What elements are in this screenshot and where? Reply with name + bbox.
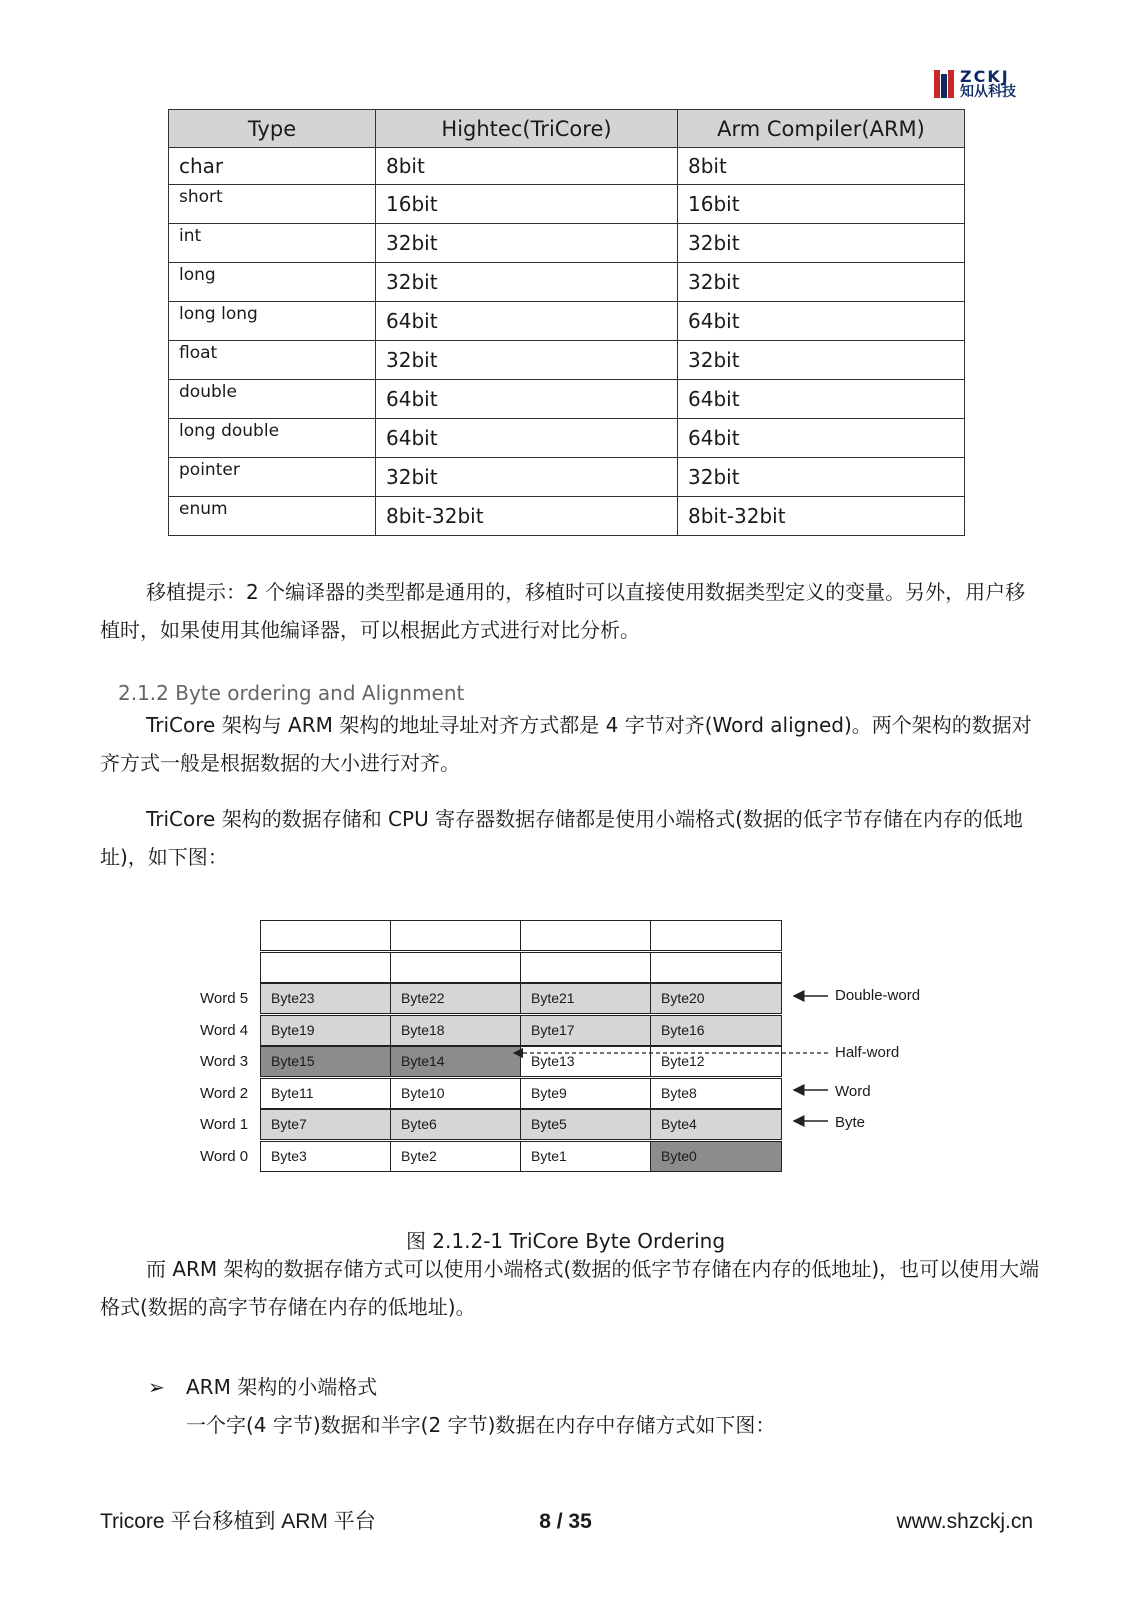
byte-cell: Byte11 — [260, 1078, 392, 1109]
hightec-size-cell: 32bit — [376, 341, 678, 380]
hightec-size-cell: 32bit — [376, 263, 678, 302]
logo-subtext: 知从科技 — [960, 84, 1016, 100]
column-header-type: Type — [169, 110, 376, 148]
type-name-cell: long — [169, 263, 376, 302]
hightec-size-cell: 64bit — [376, 419, 678, 458]
byte-cell: Byte14 — [390, 1046, 522, 1077]
arm-size-cell: 32bit — [678, 341, 965, 380]
type-name-cell: enum — [169, 497, 376, 536]
word-row-label: Word 2 — [200, 1084, 249, 1102]
hightec-size-cell: 16bit — [376, 185, 678, 224]
footer-page-number: 8 / 35 — [539, 1510, 592, 1533]
byte-cell: Byte1 — [520, 1141, 652, 1172]
arm-size-cell: 16bit — [678, 185, 965, 224]
column-header-arm: Arm Compiler(ARM) — [678, 110, 965, 148]
hightec-size-cell: 8bit-32bit — [376, 497, 678, 536]
table-row — [169, 419, 965, 458]
type-name-cell: int — [169, 224, 376, 263]
empty-cell — [520, 952, 652, 983]
byte-grid — [260, 920, 792, 1182]
bullet-description: 一个字(4 字节)数据和半字(2 字节)数据在内存中存储方式如下图： — [186, 1413, 776, 1437]
byte-cell: Byte23 — [260, 983, 392, 1014]
empty-cell — [260, 920, 392, 951]
table-row — [169, 458, 965, 497]
footer-title: Tricore 平台移植到 ARM 平台 — [100, 1510, 376, 1533]
byte-cell: Byte19 — [260, 1015, 392, 1046]
table-row — [169, 302, 965, 341]
type-name-cell: pointer — [169, 458, 376, 497]
hightec-size-cell: 64bit — [376, 302, 678, 341]
word-row-label: Word 0 — [200, 1147, 249, 1165]
arm-size-cell: 32bit — [678, 224, 965, 263]
word-row-label: Word 5 — [200, 990, 249, 1007]
type-comparison-table — [168, 109, 965, 536]
logo-text: ZCKJ — [960, 67, 1010, 86]
empty-cell — [260, 952, 392, 983]
byte-cell: Byte21 — [520, 983, 652, 1014]
company-logo — [932, 68, 1032, 102]
type-name-cell: long long — [169, 302, 376, 341]
hightec-size-cell: 32bit — [376, 224, 678, 263]
bullet-title: ARM 架构的小端格式 — [186, 1375, 378, 1399]
table-header-row — [169, 110, 965, 148]
alignment-paragraph: TriCore 架构与 ARM 架构的地址寻址对齐方式都是 4 字节对齐(Word aligned)。两个架构的数据对齐方式一般是根据数据的大小进行对齐。 — [100, 713, 1032, 775]
empty-cell — [390, 952, 522, 983]
type-name-cell: short — [169, 185, 376, 224]
byte-cell: Byte3 — [260, 1141, 392, 1172]
byte-cell: Byte13 — [520, 1046, 652, 1077]
type-name-cell: long double — [169, 419, 376, 458]
type-name-cell: float — [169, 341, 376, 380]
byte-cell: Byte7 — [260, 1109, 392, 1140]
byte-cell: Byte20 — [650, 983, 782, 1014]
byte-cell: Byte18 — [390, 1015, 522, 1046]
hightec-size-cell: 8bit — [376, 148, 678, 185]
bullet-arrow-icon: ➢ — [148, 1375, 165, 1399]
empty-cell — [650, 920, 782, 951]
bullet-item — [148, 1372, 377, 1402]
byte-label: Byte — [835, 1114, 866, 1131]
table-row — [169, 224, 965, 263]
byte-cell: Byte22 — [390, 983, 522, 1014]
byte-cell: Byte9 — [520, 1078, 652, 1109]
table-row — [169, 497, 965, 536]
word-label: Word — [835, 1083, 871, 1100]
byte-cell: Byte17 — [520, 1015, 652, 1046]
empty-cell — [390, 920, 522, 951]
table-row — [169, 185, 965, 224]
byte-cell: Byte4 — [650, 1109, 782, 1140]
figure-caption: 图 2.1.2-1 TriCore Byte Ordering — [405, 1229, 726, 1253]
byte-cell: Byte6 — [390, 1109, 522, 1140]
arm-size-cell: 8bit-32bit — [678, 497, 965, 536]
logo-emblem-icon — [932, 68, 956, 100]
byte-cell: Byte5 — [520, 1109, 652, 1140]
half-word-label: Half-word — [835, 1044, 900, 1061]
arm-size-cell: 8bit — [678, 148, 965, 185]
byte-cell: Byte0 — [650, 1141, 782, 1172]
empty-cell — [520, 920, 652, 951]
table-row — [169, 380, 965, 419]
tricore-endian-paragraph: TriCore 架构的数据存储和 CPU 寄存器数据存储都是使用小端格式(数据的低字节存储在内存的低地址)，如下图： — [100, 807, 1023, 869]
word-row-label: Word 1 — [200, 1116, 249, 1133]
arm-size-cell: 64bit — [678, 380, 965, 419]
arm-endian-paragraph: 而 ARM 架构的数据存储方式可以使用小端格式(数据的低字节存储在内存的低地址)，也可以使用大端格式(数据的高字节存储在内存的低地址)。 — [100, 1257, 1040, 1319]
double-word-label: Double-word — [835, 987, 921, 1004]
word-row-label: Word 3 — [200, 1053, 249, 1070]
section-heading: 2.1.2 Byte ordering and Alignment — [118, 681, 465, 705]
table-row — [169, 148, 965, 185]
byte-cell: Byte16 — [650, 1015, 782, 1046]
hightec-size-cell: 32bit — [376, 458, 678, 497]
arm-size-cell: 32bit — [678, 458, 965, 497]
arm-size-cell: 64bit — [678, 302, 965, 341]
column-header-hightec: Hightec(TriCore) — [376, 110, 678, 148]
hightec-size-cell: 64bit — [376, 380, 678, 419]
empty-cell — [650, 952, 782, 983]
byte-cell: Byte10 — [390, 1078, 522, 1109]
table-row — [169, 341, 965, 380]
type-name-cell: char — [169, 148, 376, 185]
arm-size-cell: 32bit — [678, 263, 965, 302]
type-name-cell: double — [169, 380, 376, 419]
byte-cell: Byte8 — [650, 1078, 782, 1109]
arm-size-cell: 64bit — [678, 419, 965, 458]
byte-cell: Byte2 — [390, 1141, 522, 1172]
footer-website-link[interactable]: www.shzckj.cn — [896, 1510, 1033, 1533]
byte-cell: Byte15 — [260, 1046, 392, 1077]
byte-cell: Byte12 — [650, 1046, 782, 1077]
byte-ordering-diagram — [190, 920, 950, 1182]
table-row — [169, 263, 965, 302]
porting-tip-paragraph: 移植提示：2 个编译器的类型都是通用的，移植时可以直接使用数据类型定义的变量。另外，用户移植时，如果使用其他编译器，可以根据此方式进行对比分析。 — [100, 580, 1026, 642]
word-row-label: Word 4 — [200, 1021, 249, 1039]
